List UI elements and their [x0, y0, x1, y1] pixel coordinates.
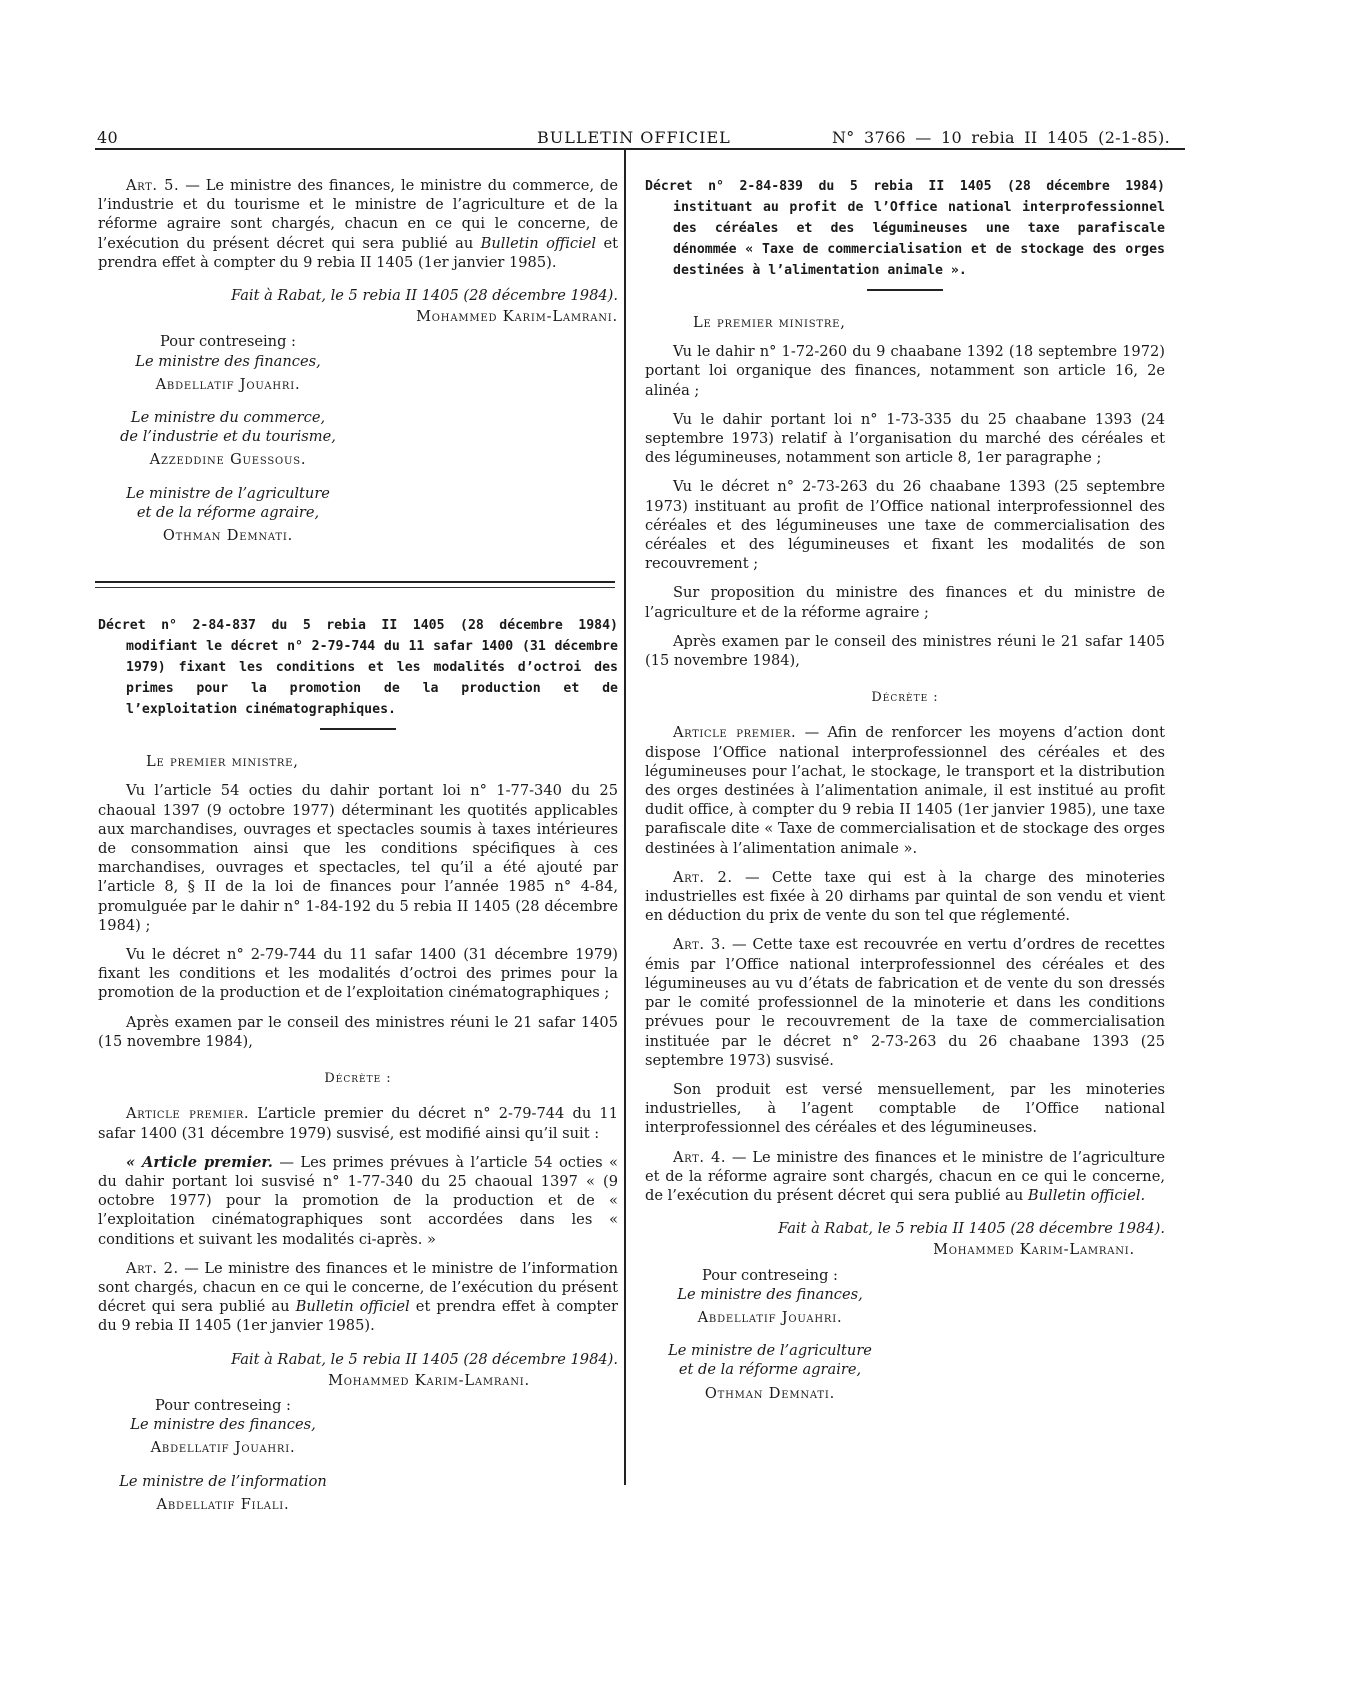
visa-paragraph: Vu le décret n° 2-73-263 du 26 chaabane 1393 (25 septembre 1973) instituant au profit de l’Office national interprofessionnel des céréales et des légumineuses une taxe de commercialisation des céréales et des légumineuses et fixant les modalités de son recouvrement ; [645, 478, 1165, 573]
minister-title: de l’industrie et du tourisme, [120, 428, 336, 446]
signatory-name: Mohammed Karim-Lamrani. [416, 308, 618, 326]
article-text: — Le ministre des finances et le ministre de l’information sont chargés, chacun en ce qui le concerne, de l’exécution du présent décret qui sera publié au [98, 1259, 619, 1316]
article-text: — Le ministre des finances, le ministre du commerce, de l’industrie et du tourisme et le ministre de l’agriculture et de la réforme agraire sont chargés, chacun en ce qui le concerne, de l’exécution du présent décret qui sera publié au [98, 177, 618, 252]
article-1 [98, 1104, 618, 1142]
decree-title: Décret n° 2-84-837 du 5 rebia II 1405 (28 décembre 1984) modifiant le décret n° 2-79-744 du 11 safar 1400 (31 décembre 1979) fixant les conditions et les modalités d’octroi des primes pour la promotion de la production et de l’exploitation cinématographiques. [98, 618, 618, 718]
deliberation-paragraph: Après examen par le conseil des ministres réuni le 21 safar 1405 (15 novembre 1984), [98, 1013, 618, 1050]
article-text-tail: et prendra effet à compter du 9 rebia II 1405 (1er janvier 1985). [98, 234, 618, 271]
article-text: — Afin de renforcer les moyens d’action dont dispose l’Office national interprofessionnel des céréales et des légumineuses pour l’achat, le stockage, le transport et la distribution des orges destinées à l’alimentation animale, il est institué au profit dudit office, à compter du 9 rebia II 1405 (1er janvier 1985), une taxe parafiscale dite « Taxe de commercialisation et de stockage des orges destinées à l’alimentation animale ». [645, 724, 1165, 857]
publication-ref: Bulletin officiel [295, 1298, 410, 1316]
visa-paragraph: Vu le dahir portant loi n° 1-73-335 du 25 chaabane 1393 (24 septembre 1973) relatif à l’organisation du marché des céréales et des légumineuses, notamment son article 8, 1er paragraphe ; [645, 410, 1165, 467]
minister-title: et de la réforme agraire, [678, 1361, 862, 1379]
countersign-label: Pour contreseing : [702, 1266, 838, 1284]
quoted-article-label: « Article premier. [126, 1153, 273, 1171]
minister-title: Le ministre de l’agriculture [668, 1342, 872, 1360]
countersign-label: Pour contreseing : [160, 333, 296, 351]
minister-name: Abdellatif Jouahri. [150, 1439, 296, 1457]
signatory-name: Mohammed Karim-Lamrani. [933, 1241, 1135, 1259]
article-label: Art. 4. [673, 1148, 727, 1166]
article-text: — Cette taxe est recouvrée en vertu d’ordres de recettes émis par l’Office national interprofessionnel des céréales et des légumineuses au vu d’états de fabrication et de vente du son dressés par le comité professionnel de la minoterie et dans les conditions prévues pour le recouvrement de la taxe de commercialisation instituée par le décret n° 2-73-263 du 26 chaabane 1393 (25 septembre 1973) susvisé. [645, 936, 1165, 1069]
minister-title: Le ministre des finances, [135, 352, 321, 370]
article-text-tail: et prendra effet à compter du 9 rebia II 1405 (1er janvier 1985). [98, 1298, 618, 1335]
product-paragraph: Son produit est versé mensuellement, par les minoteries industrielles, à l’agent comptable de l’Office national interprofessionnel des céréales et des légumineuses. [645, 1080, 1165, 1137]
article-text: — Le ministre des finances et le ministre de l’agriculture et de la réforme agraire sont chargés, chacun en ce qui le concerne, de l’exécution du présent décret qui sera publié au [645, 1148, 1165, 1204]
publication-ref: Bulletin officiel. [1027, 1186, 1146, 1204]
article-label: Article premier. [673, 724, 797, 742]
minister-title: et de la réforme agraire, [136, 503, 320, 521]
signatory-name: Mohammed Karim-Lamrani. [328, 1371, 530, 1389]
premier-ministre-heading: Le premier ministre, [693, 314, 846, 331]
column-divider [624, 150, 626, 1485]
article-label: Art. 3. [673, 936, 727, 954]
quoted-article-text: — Les primes prévues à l’article 54 octies « du dahir portant loi susvisé n° 1-77-340 du 25 chaoual 1397 « (9 octobre 1977) pour la promotion de la production et de « l’exploitation cinématographiques sont accordées dans les « conditions et suivant les modalités ci-après. » [98, 1153, 618, 1248]
header-rule [95, 148, 1185, 150]
article-label: Art. 2. [673, 868, 733, 886]
article-label: Article premier. [126, 1105, 250, 1123]
deliberation-paragraph: Après examen par le conseil des ministres réuni le 21 safar 1405 (15 novembre 1984), [645, 632, 1165, 670]
article-label: Art. 2. [126, 1259, 179, 1277]
minister-title: Le ministre de l’information [119, 1472, 327, 1490]
short-rule [320, 728, 396, 730]
minister-name: Abdellatif Filali. [156, 1495, 290, 1513]
countersignatures [98, 1396, 348, 1514]
decrete-heading: Décrète : [324, 1071, 392, 1087]
article-label: Art. 5. [126, 177, 180, 194]
visa-paragraph: Vu le décret n° 2-79-744 du 11 safar 1400 (31 décembre 1979) fixant les conditions et les modalités d’octroi des primes pour la promotion de la production et de l’exploitation cinématographiques ; [98, 946, 618, 1002]
left-column [98, 176, 618, 1528]
article-4 [645, 1148, 1165, 1206]
proposition-paragraph: Sur proposition du ministre des finances et du ministre de l’agriculture et de la réforme agraire ; [645, 584, 1165, 621]
minister-name: Othman Demnati. [704, 1384, 836, 1402]
short-rule [867, 289, 943, 291]
signature-place-date: Fait à Rabat, le 5 rebia II 1405 (28 décembre 1984). [231, 1350, 618, 1368]
quoted-article [98, 1153, 618, 1249]
article-text: L’article premier du décret n° 2-79-744 du 11 safar 1400 (31 décembre 1979) susvisé, est modifié ainsi qu’il suit : [98, 1105, 618, 1142]
article-5 [98, 176, 618, 272]
decree-title: Décret n° 2-84-839 du 5 rebia II 1405 (28 décembre 1984) instituant au profit de l’Office national interprofessionnel des céréales et des légumineuses une taxe parafiscale dénommée « Taxe de commercialisation et de stockage des orges destinées à l’alimentation animale ». [645, 179, 1165, 278]
visa-paragraph: Vu l’article 54 octies du dahir portant loi n° 1-77-340 du 25 chaoual 1397 (9 octobre 1977) déterminant les quotités applicables aux marchandises, ouvrages et spectacles soumis à taxes intérieures de consommation ainsi que les conditions spécifiques à ces marchandises, ouvrages et spectacles, tel qu’il a été ajouté par l’article 8, § II de la loi de finances pour l’année 1985 n° 4-84, promulguée par le dahir n° 1-84-192 du 5 rebia II 1405 (28 décembre 1984) ; [98, 782, 618, 934]
decrete-heading: Décrète : [871, 690, 939, 706]
publication-ref: Bulletin officiel [480, 234, 597, 252]
signature-place-date: Fait à Rabat, le 5 rebia II 1405 (28 décembre 1984). [231, 287, 618, 305]
issue-number-date: N° 3766 — 10 rebia II 1405 (2-1-85). [832, 128, 1170, 147]
article-2 [98, 1259, 618, 1336]
visa-paragraph: Vu le dahir n° 1-72-260 du 9 chaabane 1392 (18 septembre 1972) portant loi organique des finances, notamment son article 16, 2e alinéa ; [645, 343, 1165, 399]
minister-name: Azzeddine Guessous. [149, 451, 307, 469]
article-2 [645, 868, 1165, 926]
page-header [97, 126, 1185, 150]
premier-ministre-heading: Le premier ministre, [146, 753, 299, 771]
minister-title: Le ministre des finances, [130, 1416, 316, 1434]
page-number: 40 [97, 128, 118, 147]
countersignatures [98, 332, 358, 545]
right-column [645, 176, 1165, 1417]
minister-title: Le ministre du commerce, [130, 409, 326, 427]
minister-name: Abdellatif Jouahri. [155, 375, 301, 393]
countersign-label: Pour contreseing : [155, 1396, 291, 1414]
minister-title: Le ministre des finances, [677, 1285, 863, 1303]
minister-title: Le ministre de l’agriculture [126, 484, 330, 502]
publication-title: BULLETIN OFFICIEL [537, 128, 731, 147]
minister-name: Abdellatif Jouahri. [697, 1308, 843, 1326]
minister-name: Othman Demnati. [162, 527, 294, 545]
article-3 [645, 935, 1165, 1069]
signature-place-date: Fait à Rabat, le 5 rebia II 1405 (28 décembre 1984). [778, 1220, 1165, 1238]
article-1 [645, 723, 1165, 857]
countersignatures [645, 1266, 895, 1403]
article-text: — Cette taxe qui est à la charge des minoteries industrielles est fixée à 20 dirhams par quintal de son vendu et vient en déduction du prix de vente du son tel que réglementé. [645, 868, 1165, 925]
